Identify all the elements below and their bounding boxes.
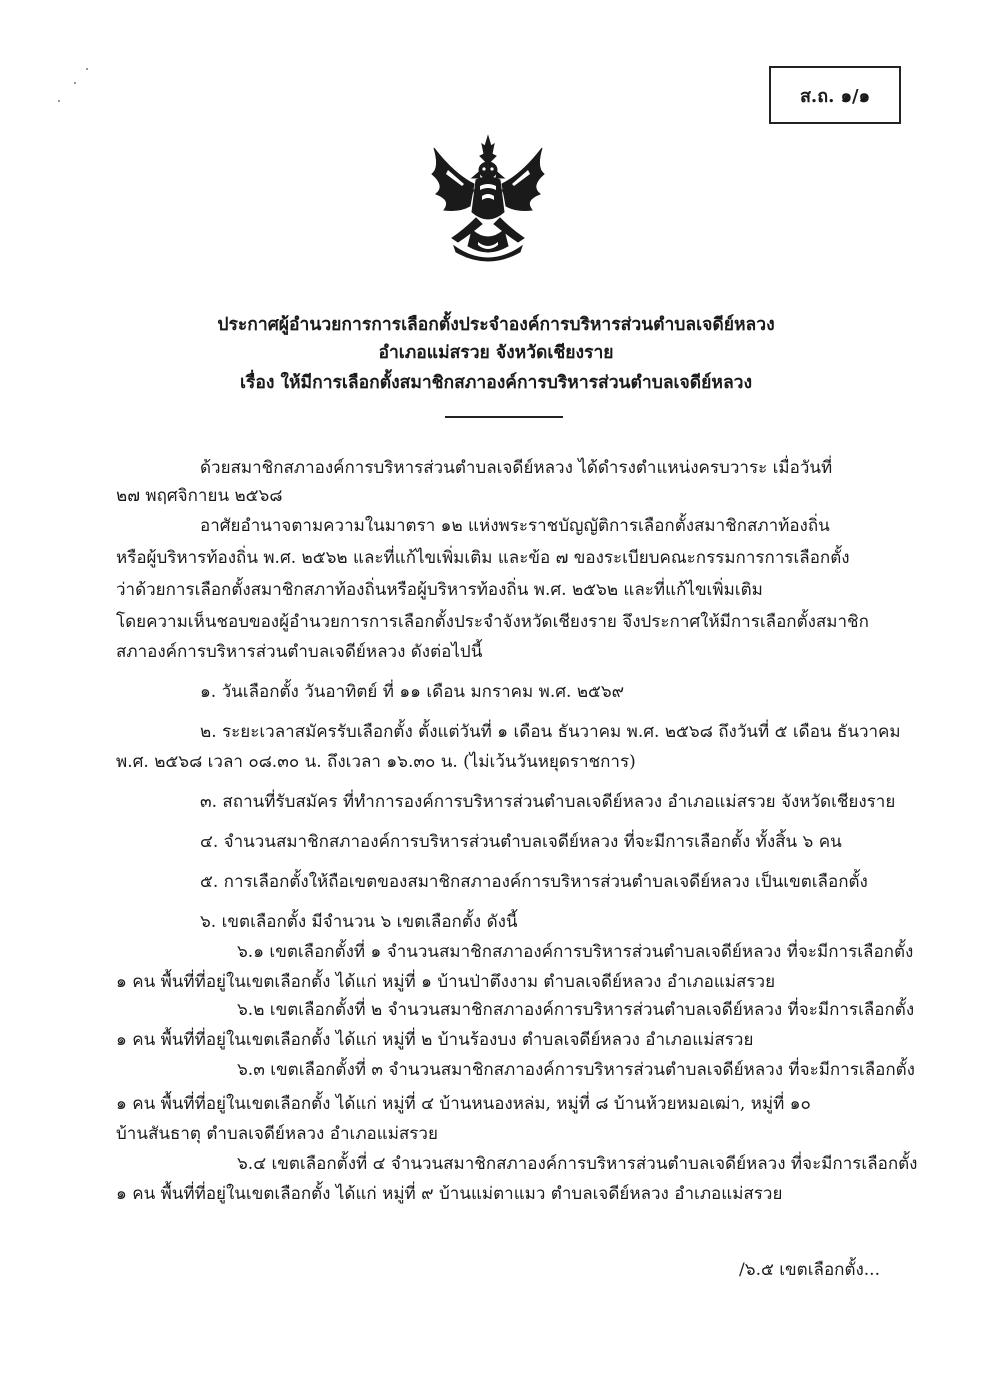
- item-4-member-count: ๔. จำนวนสมาชิกสภาองค์การบริหารส่วนตำบลเจดีย์หลวง ที่จะมีการเลือกตั้ง ทั้งสิ้น ๖ คน: [200, 832, 842, 852]
- garuda-emblem-icon: [424, 134, 552, 270]
- paragraph1-line1: ด้วยสมาชิกสภาองค์การบริหารส่วนตำบลเจดีย์หลวง ได้ดำรงตำแหน่งครบวาระ เมื่อวันที่: [200, 458, 833, 478]
- item-5-constituency: ๕. การเลือกตั้งให้ถือเขตของสมาชิกสภาองค์การบริหารส่วนตำบลเจดีย์หลวง เป็นเขตเลือกตั้ง: [200, 872, 868, 892]
- district-6-2-line1: ๖.๒ เขตเลือกตั้งที่ ๒ จำนวนสมาชิกสภาองค์การบริหารส่วนตำบลเจดีย์หลวง ที่จะมีการเลือกตั้ง: [237, 1000, 915, 1020]
- paragraph1-line2: ๒๗ พฤศจิกายน ๒๕๖๘: [116, 486, 283, 506]
- paragraph2-line4: โดยความเห็นชอบของผู้อำนวยการการเลือกตั้งประจำจังหวัดเชียงราย จึงประกาศให้มีการเลือกตั้งสมาชิก: [116, 612, 869, 632]
- item-3-registration-place: ๓. สถานที่รับสมัคร ที่ทำการองค์การบริหารส่วนตำบลเจดีย์หลวง อำเภอแม่สรวย จังหวัดเชียงราย: [200, 792, 896, 812]
- announcement-title-line2: อำเภอแม่สรวย จังหวัดเชียงราย: [378, 343, 614, 363]
- announcement-title-line1: ประกาศผู้อำนวยการการเลือกตั้งประจำองค์การบริหารส่วนตำบลเจดีย์หลวง: [217, 315, 775, 335]
- scan-speck: [74, 82, 76, 84]
- paragraph2-line2: หรือผู้บริหารท้องถิ่น พ.ศ. ๒๕๖๒ และที่แก้ไขเพิ่มเติม และข้อ ๗ ของระเบียบคณะกรรมการการเลือกตั้ง: [116, 548, 850, 568]
- page-continuation: /๖.๕ เขตเลือกตั้ง...: [739, 1260, 880, 1280]
- district-6-1-line2: ๑ คน พื้นที่ที่อยู่ในเขตเลือกตั้ง ได้แก่ หมู่ที่ ๑ บ้านป่าตึงงาม ตำบลเจดีย์หลวง อำเภอแม่สรวย: [116, 972, 776, 992]
- district-6-3-line2: ๑ คน พื้นที่ที่อยู่ในเขตเลือกตั้ง ได้แก่ หมู่ที่ ๔ บ้านหนองหล่ม, หมู่ที่ ๘ บ้านห้วยหมอเฒ่า, หมู่ที่ ๑๐: [116, 1094, 811, 1114]
- district-6-2-line2: ๑ คน พื้นที่ที่อยู่ในเขตเลือกตั้ง ได้แก่ หมู่ที่ ๒ บ้านร้องบง ตำบลเจดีย์หลวง อำเภอแม่สรวย: [116, 1030, 754, 1050]
- announcement-subject: เรื่อง ให้มีการเลือกตั้งสมาชิกสภาองค์การบริหารส่วนตำบลเจดีย์หลวง: [239, 373, 753, 393]
- paragraph2-line1: อาศัยอำนาจตามความในมาตรา ๑๒ แห่งพระราชบัญญัติการเลือกตั้งสมาชิกสภาท้องถิ่น: [200, 516, 830, 536]
- paragraph2-line3: ว่าด้วยการเลือกตั้งสมาชิกสภาท้องถิ่นหรือผู้บริหารท้องถิ่น พ.ศ. ๒๕๖๒ และที่แก้ไขเพิ่มเติม: [116, 580, 763, 600]
- district-6-3-line3: บ้านสันธาตุ ตำบลเจดีย์หลวง อำเภอแม่สรวย: [116, 1124, 438, 1144]
- district-6-4-line1: ๖.๔ เขตเลือกตั้งที่ ๔ จำนวนสมาชิกสภาองค์การบริหารส่วนตำบลเจดีย์หลวง ที่จะมีการเลือกตั้ง: [237, 1154, 918, 1174]
- district-6-1-line1: ๖.๑ เขตเลือกตั้งที่ ๑ จำนวนสมาชิกสภาองค์การบริหารส่วนตำบลเจดีย์หลวง ที่จะมีการเลือกตั้ง: [237, 942, 914, 962]
- paragraph2-line5: สภาองค์การบริหารส่วนตำบลเจดีย์หลวง ดังต่อไปนี้: [116, 642, 483, 662]
- scan-speck: [86, 68, 88, 70]
- title-divider: [445, 416, 563, 418]
- item-1-election-date: ๑. วันเลือกตั้ง วันอาทิตย์ ที่ ๑๑ เดือน มกราคม พ.ศ. ๒๕๖๙: [200, 682, 625, 702]
- item-2-line1: ๒. ระยะเวลาสมัครรับเลือกตั้ง ตั้งแต่วันที่ ๑ เดือน ธันวาคม พ.ศ. ๒๕๖๘ ถึงวันที่ ๕ เดือน ธันวาคม: [200, 722, 901, 742]
- item-2-line2: พ.ศ. ๒๕๖๘ เวลา ๐๘.๓๐ น. ถึงเวลา ๑๖.๓๐ น. (ไม่เว้นวันหยุดราชการ): [116, 752, 636, 772]
- district-6-4-line2: ๑ คน พื้นที่ที่อยู่ในเขตเลือกตั้ง ได้แก่ หมู่ที่ ๙ บ้านแม่ตาแมว ตำบลเจดีย์หลวง อำเภอแม่สรวย: [116, 1184, 783, 1204]
- item-6-districts: ๖. เขตเลือกตั้ง มีจำนวน ๖ เขตเลือกตั้ง ดังนี้: [200, 912, 518, 932]
- district-6-3-line1: ๖.๓ เขตเลือกตั้งที่ ๓ จำนวนสมาชิกสภาองค์การบริหารส่วนตำบลเจดีย์หลวง ที่จะมีการเลือกตั้ง: [237, 1060, 915, 1080]
- scan-speck: [58, 100, 60, 102]
- form-code-box: ส.ถ. ๑/๑: [769, 66, 901, 124]
